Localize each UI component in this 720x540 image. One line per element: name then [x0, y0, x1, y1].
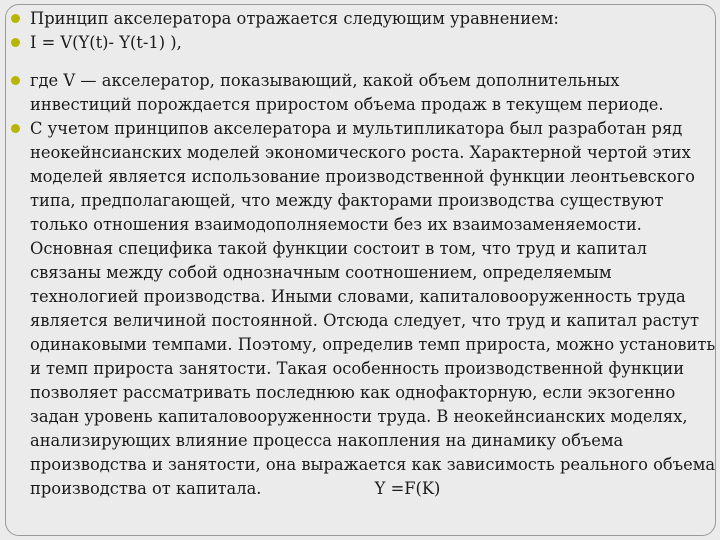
slide-content	[4, 7, 716, 501]
formula: Y =F(K)	[374, 479, 441, 498]
bullet-icon	[11, 38, 20, 47]
item-text: С учетом принципов акселератора и мультипликатора был разработан ряд неокейнсианских моделей экономического роста. Характерной чертой этих моделей является использование производственной функции леонтьевского типа, предполагающей, что между факторами производства существуют только отношения взаимодополняемости без их взаимозаменяемости. Основная специфика такой функции состоит в том, что труд и капитал связаны между собой однозначным соотношением, определяемым технологией производства. Иными словами, капиталовооруженность труда является величиной постоянной. Отсюда следует, что труд и капитал растут одинаковыми темпами. Поэтому, определив темп прироста, можно установить и темп прироста занятости. Такая особенность производственной функции позволяет рассматривать последнюю как однофакторную, если экзогенно задан уровень капиталовооруженности труда. В неокейнсианских моделях, анализирующих влияние процесса накопления на динамику объема производства и занятости, она выражается как зависимость реального объема производства от капитала.	[30, 119, 716, 498]
bullet-item-accelerator-principle	[4, 7, 716, 31]
bullet-item-neokeynesian-models	[4, 117, 716, 501]
item-text: Принцип акселератора отражается следующим уравнением:	[30, 9, 559, 28]
item-text: где V — акселератор, показывающий, какой объем дополнительных инвестиций порождается приростом объема продаж в текущем периоде.	[30, 71, 664, 114]
bullet-item-equation	[4, 31, 716, 55]
bullet-icon	[11, 76, 20, 85]
bullet-item-definition	[4, 69, 716, 117]
bullet-icon	[11, 14, 20, 23]
bullet-icon	[11, 124, 20, 133]
item-text: I = V(Y(t)- Y(t-1) ),	[30, 33, 182, 52]
